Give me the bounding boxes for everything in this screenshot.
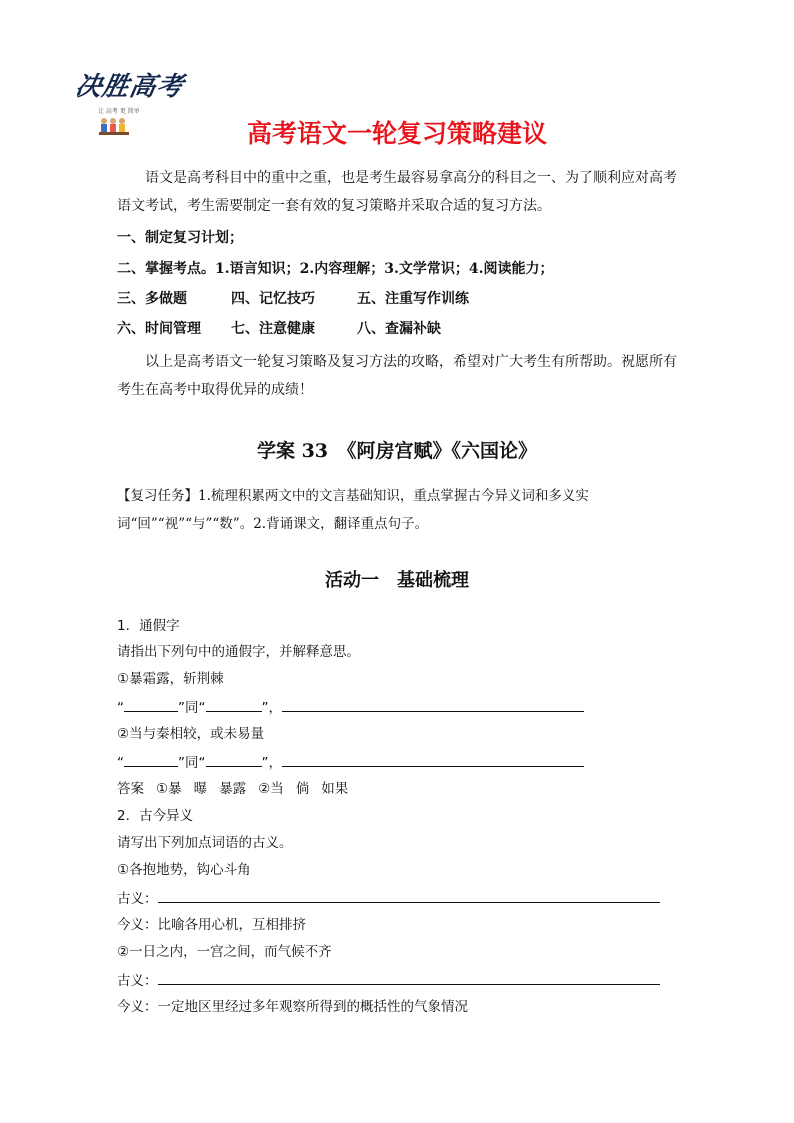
review-task-label: 【复习任务】 xyxy=(117,488,198,504)
strategy-item: 七、注意健康 xyxy=(231,321,315,337)
answer-blank-row: “ ”同“ ”， xyxy=(117,697,687,718)
intro-paragraph-2: 以上是高考语文一轮复习策略及复习方法的攻略，希望对广大考生有所帮助。祝愿所有考生在高考中取得优异的成绩！ xyxy=(117,354,677,398)
strategy-item: 六、时间管理 xyxy=(117,321,201,337)
activity-title: 活动一 基础梳理 xyxy=(325,570,469,591)
fill-blank[interactable] xyxy=(158,970,660,985)
strategy-item: 三、多做题 xyxy=(117,291,187,307)
fill-blank[interactable] xyxy=(124,752,178,767)
review-task-text: 1.梳理积累两文中的文言基础知识，重点掌握古今异义词和多义实词“回”“视”“与”“数”。2.背诵课文，翻译重点句子。 xyxy=(117,488,589,532)
intro-paragraph-1: 语文是高考科目中的重中之重，也是考生最容易拿高分的科目之一、为了顺利应对高考语文考试，考生需要制定一套有效的复习策略并采取合适的复习方法。 xyxy=(117,170,677,214)
lesson-title: 学案 33 《阿房宫赋》《六国论》 xyxy=(256,440,538,462)
strategy-line-3 xyxy=(117,289,687,309)
question-item: ①暴霜露，斩荆棘 xyxy=(117,671,224,687)
gu-yi-line: 古义： xyxy=(117,970,687,991)
jin-yi-line: 今义：一定地区里经过多年观察所得到的概括性的气象情况 xyxy=(117,999,468,1015)
fill-blank[interactable] xyxy=(206,697,262,712)
logo-tagline: 让 高考 更 简单 xyxy=(98,108,140,115)
section-heading: 2．古今异义 xyxy=(117,808,194,824)
fill-blank[interactable] xyxy=(158,888,660,903)
strategy-item: 五、注重写作训练 xyxy=(357,291,469,307)
question-item: ①各抱地势，钩心斗角 xyxy=(117,862,251,878)
section-instruction: 请指出下列句中的通假字，并解释意思。 xyxy=(117,644,360,660)
logo-text: 决胜高考 xyxy=(72,72,187,102)
fill-blank[interactable] xyxy=(282,752,584,767)
review-task xyxy=(117,482,687,538)
section-heading: 1．通假字 xyxy=(117,618,180,634)
question-item: ②一日之内，一宫之间，而气候不齐 xyxy=(117,944,332,960)
answer-label: 答案 xyxy=(117,781,144,797)
fill-blank[interactable] xyxy=(282,697,584,712)
strategy-line-2: 二、掌握考点。1.语言知识；2.内容理解；3.文学常识；4.阅读能力； xyxy=(117,261,554,277)
fill-blank[interactable] xyxy=(124,697,178,712)
answer-line: 答案 ①暴 曝 暴露 ②当 倘 如果 xyxy=(117,781,349,797)
gu-yi-line: 古义： xyxy=(117,888,687,909)
strategy-line-4 xyxy=(117,319,687,339)
page-title: 高考语文一轮复习策略建议 xyxy=(246,119,547,148)
answer-blank-row: “ ”同“ ”， xyxy=(117,752,687,773)
question-item: ②当与秦相较，或未易量 xyxy=(117,726,265,742)
section-instruction: 请写出下列加点词语的古义。 xyxy=(117,835,293,851)
fill-blank[interactable] xyxy=(206,752,262,767)
strategy-item: 四、记忆技巧 xyxy=(231,291,315,307)
strategy-item: 八、查漏补缺 xyxy=(357,321,441,337)
strategy-line-1: 一、制定复习计划； xyxy=(117,230,243,246)
jin-yi-line: 今义：比喻各用心机，互相排挤 xyxy=(117,917,306,933)
